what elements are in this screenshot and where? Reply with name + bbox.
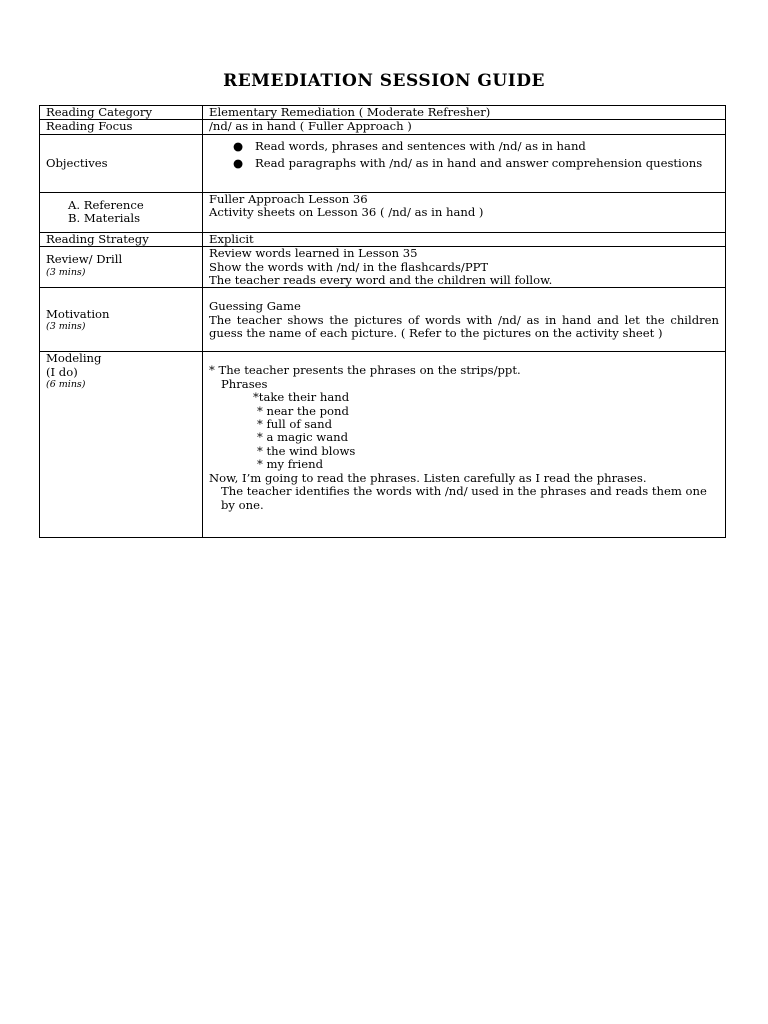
list-item: * a magic wand [257, 430, 349, 445]
list-item [233, 157, 719, 170]
list-item: * near the pond [257, 403, 349, 418]
reading-category-label: Reading Category [40, 106, 203, 120]
table-row-modeling [40, 352, 726, 538]
review-drill-label: Review/ Drill [46, 252, 123, 267]
modeling-intro: * The teacher presents the phrases on the strips/ppt. [209, 363, 521, 378]
table-row-reading-focus [40, 120, 726, 134]
motivation-time: (3 mins) [46, 321, 86, 333]
modeling-closing-1: Now, I’m going to read the phrases. Listen carefully as I read the phrases. [209, 470, 647, 485]
review-line: Review words learned in Lesson 35 [209, 246, 418, 261]
list-item: * my friend [257, 457, 324, 472]
reference-label: A. Reference [68, 197, 144, 212]
reading-focus-value: /nd/ as in hand ( Fuller Approach ) [203, 120, 726, 134]
list-item: * the wind blows [257, 443, 356, 458]
review-line: Show the words with /nd/ in the flashcards/PPT [209, 259, 489, 274]
review-drill-label-cell [40, 247, 203, 288]
phrases-label: Phrases [221, 376, 268, 391]
bullet-icon: ● [233, 138, 244, 153]
motivation-label-cell [40, 288, 203, 352]
materials-line: Activity sheets on Lesson 36 ( /nd/ as in hand ) [209, 205, 484, 220]
session-guide-table [39, 105, 726, 538]
page-title: REMEDIATION SESSION GUIDE [223, 71, 545, 91]
objective-text: Read words, phrases and sentences with /nd/ as in hand [255, 138, 586, 153]
reference-materials-label [40, 192, 203, 232]
motivation-content [203, 288, 726, 352]
objectives-cell [203, 134, 726, 192]
review-drill-time: (3 mins) [46, 266, 86, 278]
reference-materials-value [203, 192, 726, 232]
reading-strategy-value: Explicit [203, 232, 726, 246]
table-row-reading-category [40, 106, 726, 120]
motivation-heading: Guessing Game [209, 299, 301, 314]
objectives-label: Objectives [40, 134, 203, 192]
list-item [233, 140, 719, 153]
table-row-objectives [40, 134, 726, 192]
reading-category-value: Elementary Remediation ( Moderate Refresher) [203, 106, 726, 120]
review-line: The teacher reads every word and the children will follow. [209, 273, 553, 288]
motivation-label: Motivation [46, 306, 110, 321]
table-row-reference-materials [40, 192, 726, 232]
materials-label: B. Materials [68, 211, 141, 226]
list-item: * full of sand [257, 417, 333, 432]
objective-text: Read paragraphs with /nd/ as in hand and answer comprehension questions [255, 156, 703, 171]
reading-focus-label: Reading Focus [40, 120, 203, 134]
bullet-icon: ● [233, 156, 244, 171]
objectives-list [209, 140, 719, 171]
table-row-review-drill [40, 247, 726, 288]
motivation-text: The teacher shows the pictures of words with /nd/ as in hand and let the children guess the name of each picture. ( Refer to the pictures on the activity sheet ) [209, 312, 719, 341]
table-row-motivation [40, 288, 726, 352]
modeling-label-cell [40, 352, 203, 538]
list-item: *take their hand [253, 390, 350, 405]
reference-line: Fuller Approach Lesson 36 [209, 191, 368, 206]
modeling-sublabel: (I do) [46, 364, 78, 379]
modeling-time: (6 mins) [46, 379, 86, 391]
table-row-reading-strategy [40, 232, 726, 246]
modeling-content [203, 352, 726, 538]
modeling-label: Modeling [46, 351, 102, 366]
reading-strategy-label: Reading Strategy [40, 232, 203, 246]
modeling-closing-2: The teacher identifies the words with /nd/ used in the phrases and reads them one by one. [221, 484, 707, 512]
review-drill-content [203, 247, 726, 288]
